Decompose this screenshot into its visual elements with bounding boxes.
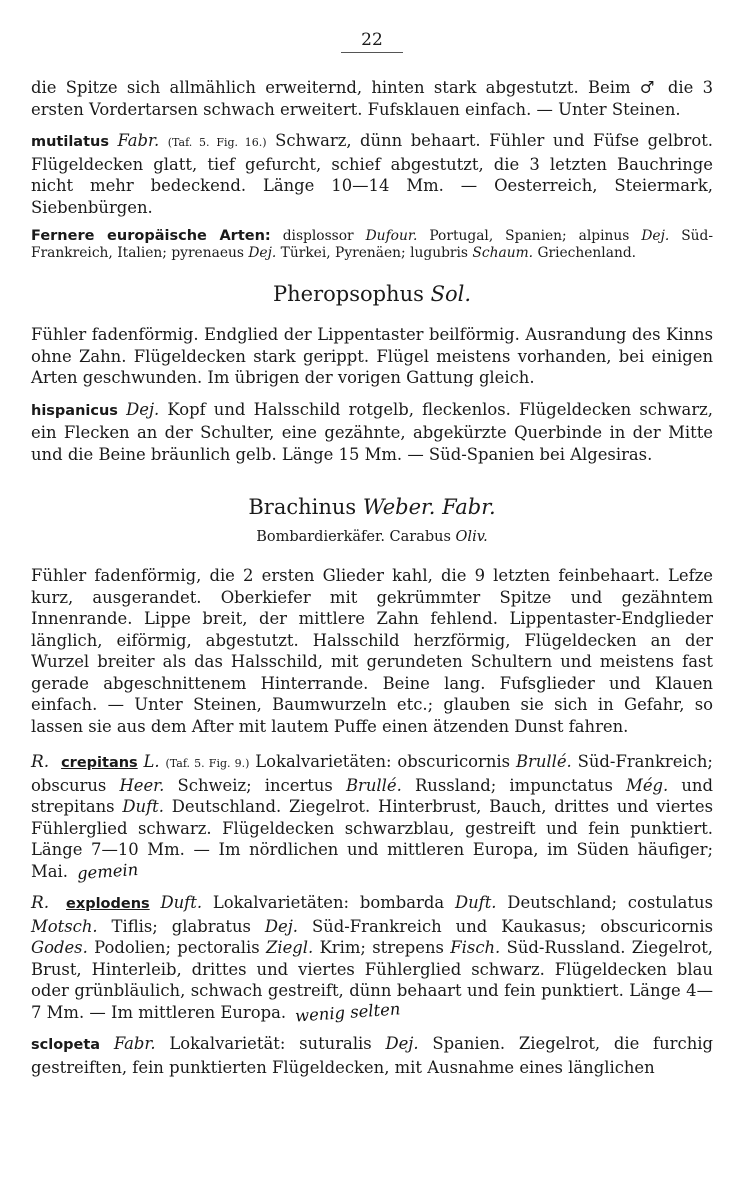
entry-mutilatus bbox=[31, 130, 713, 218]
note-text: displossor bbox=[282, 228, 354, 244]
further-species-label: Fernere europäische Arten: bbox=[31, 228, 271, 244]
variety-text: Süd-Russland. bbox=[506, 938, 626, 957]
synonym-author: Oliv. bbox=[455, 529, 488, 545]
species-name: hispanicus bbox=[31, 402, 118, 419]
note-text: Griechenland. bbox=[537, 245, 637, 261]
note-author: Schaum. bbox=[472, 245, 534, 261]
variety-author: Motsch. bbox=[31, 916, 98, 936]
note-text: Portugal, Spanien; alpinus bbox=[429, 228, 630, 244]
species-description: Ziegelrot, Brust, Hinterleib, drittes und viertes Fühlerglied schwarz. Flügeldecken blau oder grünbläulich, schwach gestreift, dünn behaart und fein punktiert. Länge 4—7 Mm. — Im mittleren Europa. bbox=[31, 938, 714, 1022]
page-number-rule bbox=[341, 52, 403, 53]
species-name: explodens bbox=[66, 896, 150, 912]
genus-heading-pheropsophus bbox=[31, 282, 713, 306]
species-author: Dej. bbox=[126, 399, 160, 419]
note-text: Türkei, Pyrenäen; lugubris bbox=[280, 245, 469, 261]
variety-text: Tiflis; glabratus bbox=[111, 916, 251, 936]
genus-author: Sol. bbox=[430, 282, 471, 306]
note-author: Dej. bbox=[641, 228, 670, 244]
entry-sclopeta bbox=[31, 1033, 713, 1078]
variety-author: Még. bbox=[626, 775, 669, 795]
handwritten-annotation: gemein bbox=[76, 859, 140, 883]
entry-hispanicus bbox=[31, 399, 713, 466]
plate-reference: (Taf. 5. Fig. 9.) bbox=[165, 757, 250, 770]
genus-name: Brachinus bbox=[248, 495, 357, 519]
species-name: mutilatus bbox=[31, 134, 109, 150]
variety-text: Podolien; pectoralis bbox=[94, 938, 260, 957]
species-author: Fabr. bbox=[113, 1034, 156, 1053]
handwritten-margin-mark: R. bbox=[31, 893, 50, 913]
common-name: Bombardierkäfer. Carabus bbox=[256, 529, 451, 545]
species-author: Fabr. bbox=[117, 131, 160, 150]
note-author: Dufour. bbox=[365, 228, 418, 244]
variety-author: Dej. bbox=[385, 1034, 419, 1053]
handwritten-margin-mark: R. bbox=[31, 752, 50, 772]
variety-text: Deutschland. bbox=[171, 797, 282, 816]
variety-author: Duft. bbox=[122, 797, 164, 816]
variety-author: Dej. bbox=[264, 916, 298, 936]
entry-crepitans bbox=[31, 751, 713, 882]
variety-text: und strepitans bbox=[31, 775, 713, 816]
species-description: Kopf und Halsschild rotgelb, fleckenlos. Flügeldecken schwarz, ein Flecken an der Schulter, eine gezähnte, abgekürzte Querbinde in der Mitte und die Beine bräunlich gelb. Länge 15 Mm. — Süd-Spanien bei Algesiras. bbox=[31, 399, 713, 464]
species-name: sclopeta bbox=[31, 1037, 101, 1053]
species-author: L. bbox=[143, 752, 160, 771]
variety-author: Duft. bbox=[454, 893, 497, 912]
genus-heading-brachinus bbox=[31, 495, 713, 519]
variety-author: Heer. bbox=[119, 775, 165, 795]
species-description: Spanien. Ziegelrot, die furchig gestreiften, fein punktierten Flügeldecken, mit Ausnahme eines länglichen bbox=[31, 1034, 713, 1077]
variety-author: Brullé. bbox=[515, 752, 572, 771]
variety-text: Lokalvarietäten: bombarda bbox=[212, 893, 445, 912]
handwritten-annotation: wenig selten bbox=[294, 998, 402, 1026]
plate-reference: (Taf. 5. Fig. 16.) bbox=[167, 136, 267, 149]
entry-explodens bbox=[31, 892, 714, 1026]
genus-description-pheropsophus: Fühler fadenförmig. Endglied der Lippentaster beilförmig. Ausrandung des Kinns ohne Zahn. Flügeldecken stark gerippt. Flügel meistens vorhanden, bei einigen Arten geschwunden. Im übrigen der vorigen Gattung gleich. bbox=[31, 325, 713, 387]
page-number: 22 bbox=[361, 30, 383, 50]
variety-text: Süd-Frankreich und Kaukasus; obscuricornis bbox=[311, 916, 713, 936]
genus-author: Weber. Fabr. bbox=[362, 495, 496, 519]
species-author: Duft. bbox=[160, 893, 203, 912]
variety-author: Fisch. bbox=[450, 938, 501, 957]
variety-text: Süd-Frankreich; obscurus bbox=[31, 752, 713, 795]
variety-author: Brullé. bbox=[345, 775, 402, 795]
variety-text: Krim; strepens bbox=[319, 938, 444, 957]
genus-name: Pheropsophus bbox=[272, 282, 424, 306]
genus-subtitle bbox=[31, 529, 713, 545]
variety-text: Schweiz; incertus bbox=[177, 775, 333, 795]
note-author: Dej. bbox=[248, 245, 277, 261]
document-page bbox=[31, 30, 713, 1078]
note-text: Süd-Frankreich, Italien; pyrenaeus bbox=[31, 228, 714, 261]
genus-description-brachinus: Fühler fadenförmig, die 2 ersten Glieder kahl, die 9 letzten feinbehaart. Lefze kurz, ausgerandet. Oberkiefer mit gekrümmter Spitze und gezähntem Innenrande. Lippe breit, der mittlere Zahn fehlend. Lippentaster-Endglieder länglich, eiförmig, abgestutzt. Halsschild herzförmig, Flügeldecken an der Wurzel breiter als das Halsschild, mit gerundeten Schultern und meistens fast gerade abgeschnittenem Hinterrande. Beine lang. Fufsglieder und Klauen einfach. — Unter Steinen, Baumwurzeln etc.; glauben sie sich in Gefahr, so lassen sie aus dem After mit lautem Puffe einen ätzenden Dunst fahren. bbox=[31, 566, 713, 736]
species-description: Ziegelrot. Hinterbrust, Bauch, drittes und viertes Fühlerglied schwarz. Flügeldecken schwarzblau, gestreift und fein punktiert. Länge 7—10 Mm. — Im nördlichen und mittleren Europa, im Süden häufiger; Mai. bbox=[31, 797, 713, 881]
further-species-note bbox=[31, 228, 713, 262]
variety-text: Lokalvarietät: suturalis bbox=[169, 1034, 372, 1053]
variety-text: Lokalvarietäten: obscuricornis bbox=[255, 752, 511, 771]
variety-text: Deutschland; costulatus bbox=[507, 893, 713, 912]
species-name: crepitans bbox=[61, 755, 138, 771]
variety-author: Ziegl. bbox=[265, 938, 314, 957]
species-description: Schwarz, dünn behaart. Fühler und Füfse gelbrot. Flügeldecken glatt, tief gefurcht, schief abgestutzt, die 3 letzten Bauchringe nicht mehr bedeckend. Länge 10—14 Mm. — Oesterreich, Steiermark, Siebenbürgen. bbox=[31, 131, 713, 217]
variety-author: Godes. bbox=[31, 938, 88, 957]
paragraph-continuation: die Spitze sich allmählich erweiternd, hinten stark abgestutzt. Beim ♂ die 3 ersten Vordertarsen schwach erweitert. Fufsklauen einfach. — Unter Steinen. bbox=[31, 78, 713, 119]
variety-text: Russland; impunctatus bbox=[414, 775, 613, 795]
